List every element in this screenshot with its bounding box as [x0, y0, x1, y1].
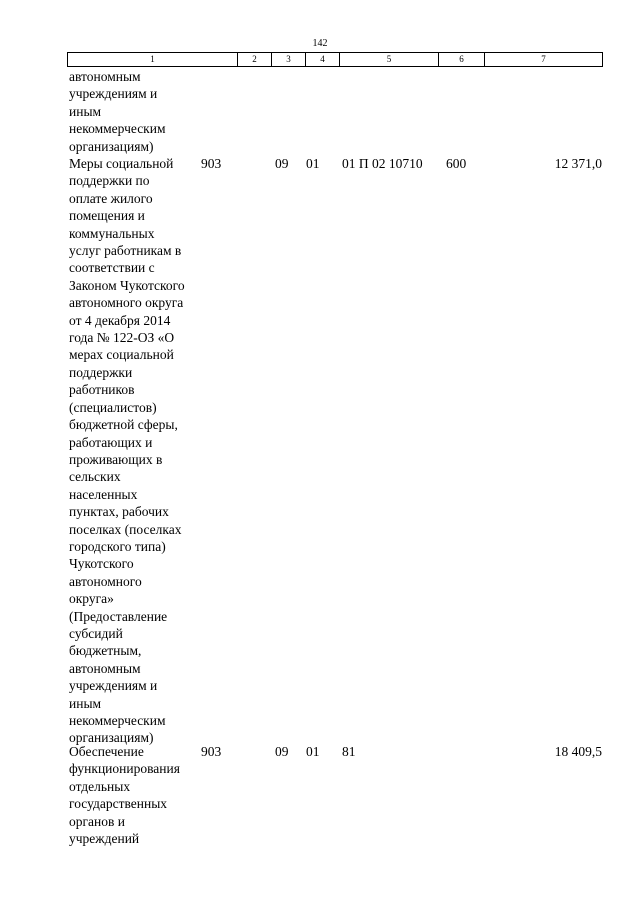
column-header-2: 2: [238, 53, 272, 67]
row-name: Меры социальной поддержки по оплате жилого помещения и коммунальных услуг работникам в соответствии с Законом Чукотского автономного округа от 4 декабря 2014 года № 122-ОЗ «О мерах социальной поддержки работников (специалистов) бюджетной сферы, работающих и проживающих в сельских населенных пунктах, рабочих поселках (поселках городского типа) Чукотского автономного округа» (Предоставление субсидий бюджетным, автономным учреждениям и иным некоммерческим организациям): [69, 156, 185, 746]
row-section-code: 09: [275, 744, 289, 759]
row-section-code: 09: [275, 156, 289, 171]
column-header-row: [68, 53, 603, 67]
column-header-3: 3: [272, 53, 306, 67]
row-amount: 12 371,0: [554, 156, 602, 171]
row-amount: 18 409,5: [554, 744, 602, 759]
page-number: 142: [312, 38, 328, 49]
column-header-6: 6: [439, 53, 485, 67]
row-name: Обеспечение функционирования отдельных государственных органов и учреждений: [69, 744, 180, 847]
column-header-4: 4: [306, 53, 340, 67]
row-expense-type: 600: [446, 156, 467, 171]
row-name: автономным учреждениям и иным некоммерческим организациям): [69, 69, 166, 154]
row-subsection-code: 01: [306, 744, 320, 759]
row-subsection-code: 01: [306, 156, 320, 171]
column-header-1: 1: [68, 53, 238, 67]
column-header-table: [67, 52, 603, 67]
column-header-7: 7: [485, 53, 603, 67]
row-ministry-code: 903: [201, 744, 222, 759]
row-target-article: 81: [342, 744, 356, 759]
row-ministry-code: 903: [201, 156, 222, 171]
column-header-5: 5: [340, 53, 439, 67]
row-target-article: 01 П 02 10710: [342, 156, 423, 171]
